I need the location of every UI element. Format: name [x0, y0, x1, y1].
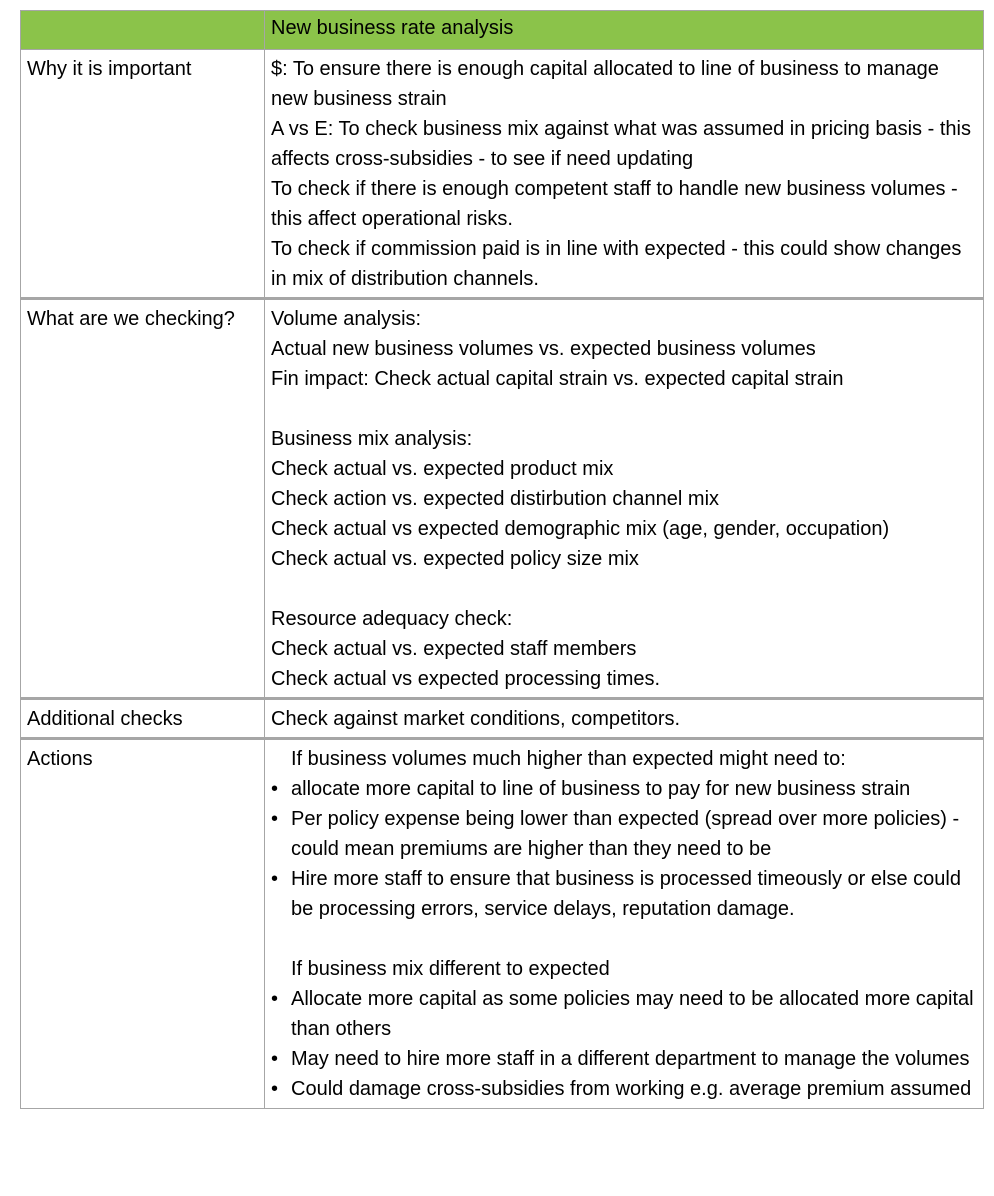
bullet-text: Could damage cross-subsidies from working e.g. average premium assumed — [291, 1078, 972, 1100]
bullet-icon: • — [271, 1048, 279, 1070]
bullet-item — [271, 1074, 979, 1104]
bullet-icon: • — [271, 988, 279, 1010]
header-row — [21, 11, 984, 50]
actions-volumes-heading: If business volumes much higher than expected might need to: — [291, 748, 846, 770]
mix-line: Check action vs. expected distirbution channel mix — [271, 488, 720, 510]
bullet-item — [271, 864, 979, 924]
bullet-icon: • — [271, 808, 279, 830]
bullet-item — [271, 804, 979, 864]
why-line: $: To ensure there is enough capital allocated to line of business to manage new business strain — [271, 58, 939, 110]
resource-heading: Resource adequacy check: — [271, 608, 513, 630]
row-content-why — [265, 50, 984, 299]
why-line: A vs E: To check business mix against what was assumed in pricing basis - this affects cross-subsidies - to see if need updating — [271, 118, 971, 170]
why-line: To check if commission paid is in line with expected - this could show changes in mix of distribution channels. — [271, 238, 962, 290]
spacer — [271, 574, 979, 604]
bullet-text: allocate more capital to line of business to pay for new business strain — [291, 778, 911, 800]
why-line: To check if there is enough competent staff to handle new business volumes - this affect operational risks. — [271, 178, 958, 230]
row-additional-checks — [21, 699, 984, 739]
bullet-item — [271, 774, 979, 804]
row-label-what: What are we checking? — [21, 299, 265, 699]
analysis-table — [20, 10, 984, 1109]
bullet-item — [271, 1044, 979, 1074]
mix-line: Check actual vs. expected product mix — [271, 458, 614, 480]
row-content-additional: Check against market conditions, competitors. — [265, 699, 984, 739]
bullet-text: Hire more staff to ensure that business is processed timeously or else could be processing errors, service delays, reputation damage. — [291, 868, 961, 920]
bullet-text: Allocate more capital as some policies may need to be allocated more capital than others — [291, 988, 974, 1040]
volume-heading: Volume analysis: — [271, 308, 422, 330]
row-label-actions: Actions — [21, 739, 265, 1109]
bullet-icon: • — [271, 868, 279, 890]
mix-line: Check actual vs expected demographic mix (age, gender, occupation) — [271, 518, 890, 540]
bullet-text: May need to hire more staff in a different department to manage the volumes — [291, 1048, 970, 1070]
row-label-additional: Additional checks — [21, 699, 265, 739]
mix-line: Check actual vs. expected policy size mix — [271, 548, 639, 570]
row-content-what — [265, 299, 984, 699]
row-why-important — [21, 50, 984, 299]
bullet-item — [271, 984, 979, 1044]
volume-line: Actual new business volumes vs. expected business volumes — [271, 338, 816, 360]
row-label-why: Why it is important — [21, 50, 265, 299]
resource-line: Check actual vs. expected staff members — [271, 638, 637, 660]
spacer — [271, 924, 979, 954]
bullet-icon: • — [271, 778, 279, 800]
header-title: New business rate analysis — [265, 11, 984, 50]
bullet-text: Per policy expense being lower than expected (spread over more policies) - could mean premiums are higher than they need to be — [291, 808, 960, 860]
row-what-checking — [21, 299, 984, 699]
volume-line: Fin impact: Check actual capital strain vs. expected capital strain — [271, 368, 844, 390]
row-actions — [21, 739, 984, 1109]
mix-heading: Business mix analysis: — [271, 428, 473, 450]
resource-line: Check actual vs expected processing times. — [271, 668, 661, 690]
actions-mix-heading: If business mix different to expected — [291, 958, 610, 980]
header-empty-cell — [21, 11, 265, 50]
spacer — [271, 394, 979, 424]
row-content-actions — [265, 739, 984, 1109]
bullet-icon: • — [271, 1078, 279, 1100]
